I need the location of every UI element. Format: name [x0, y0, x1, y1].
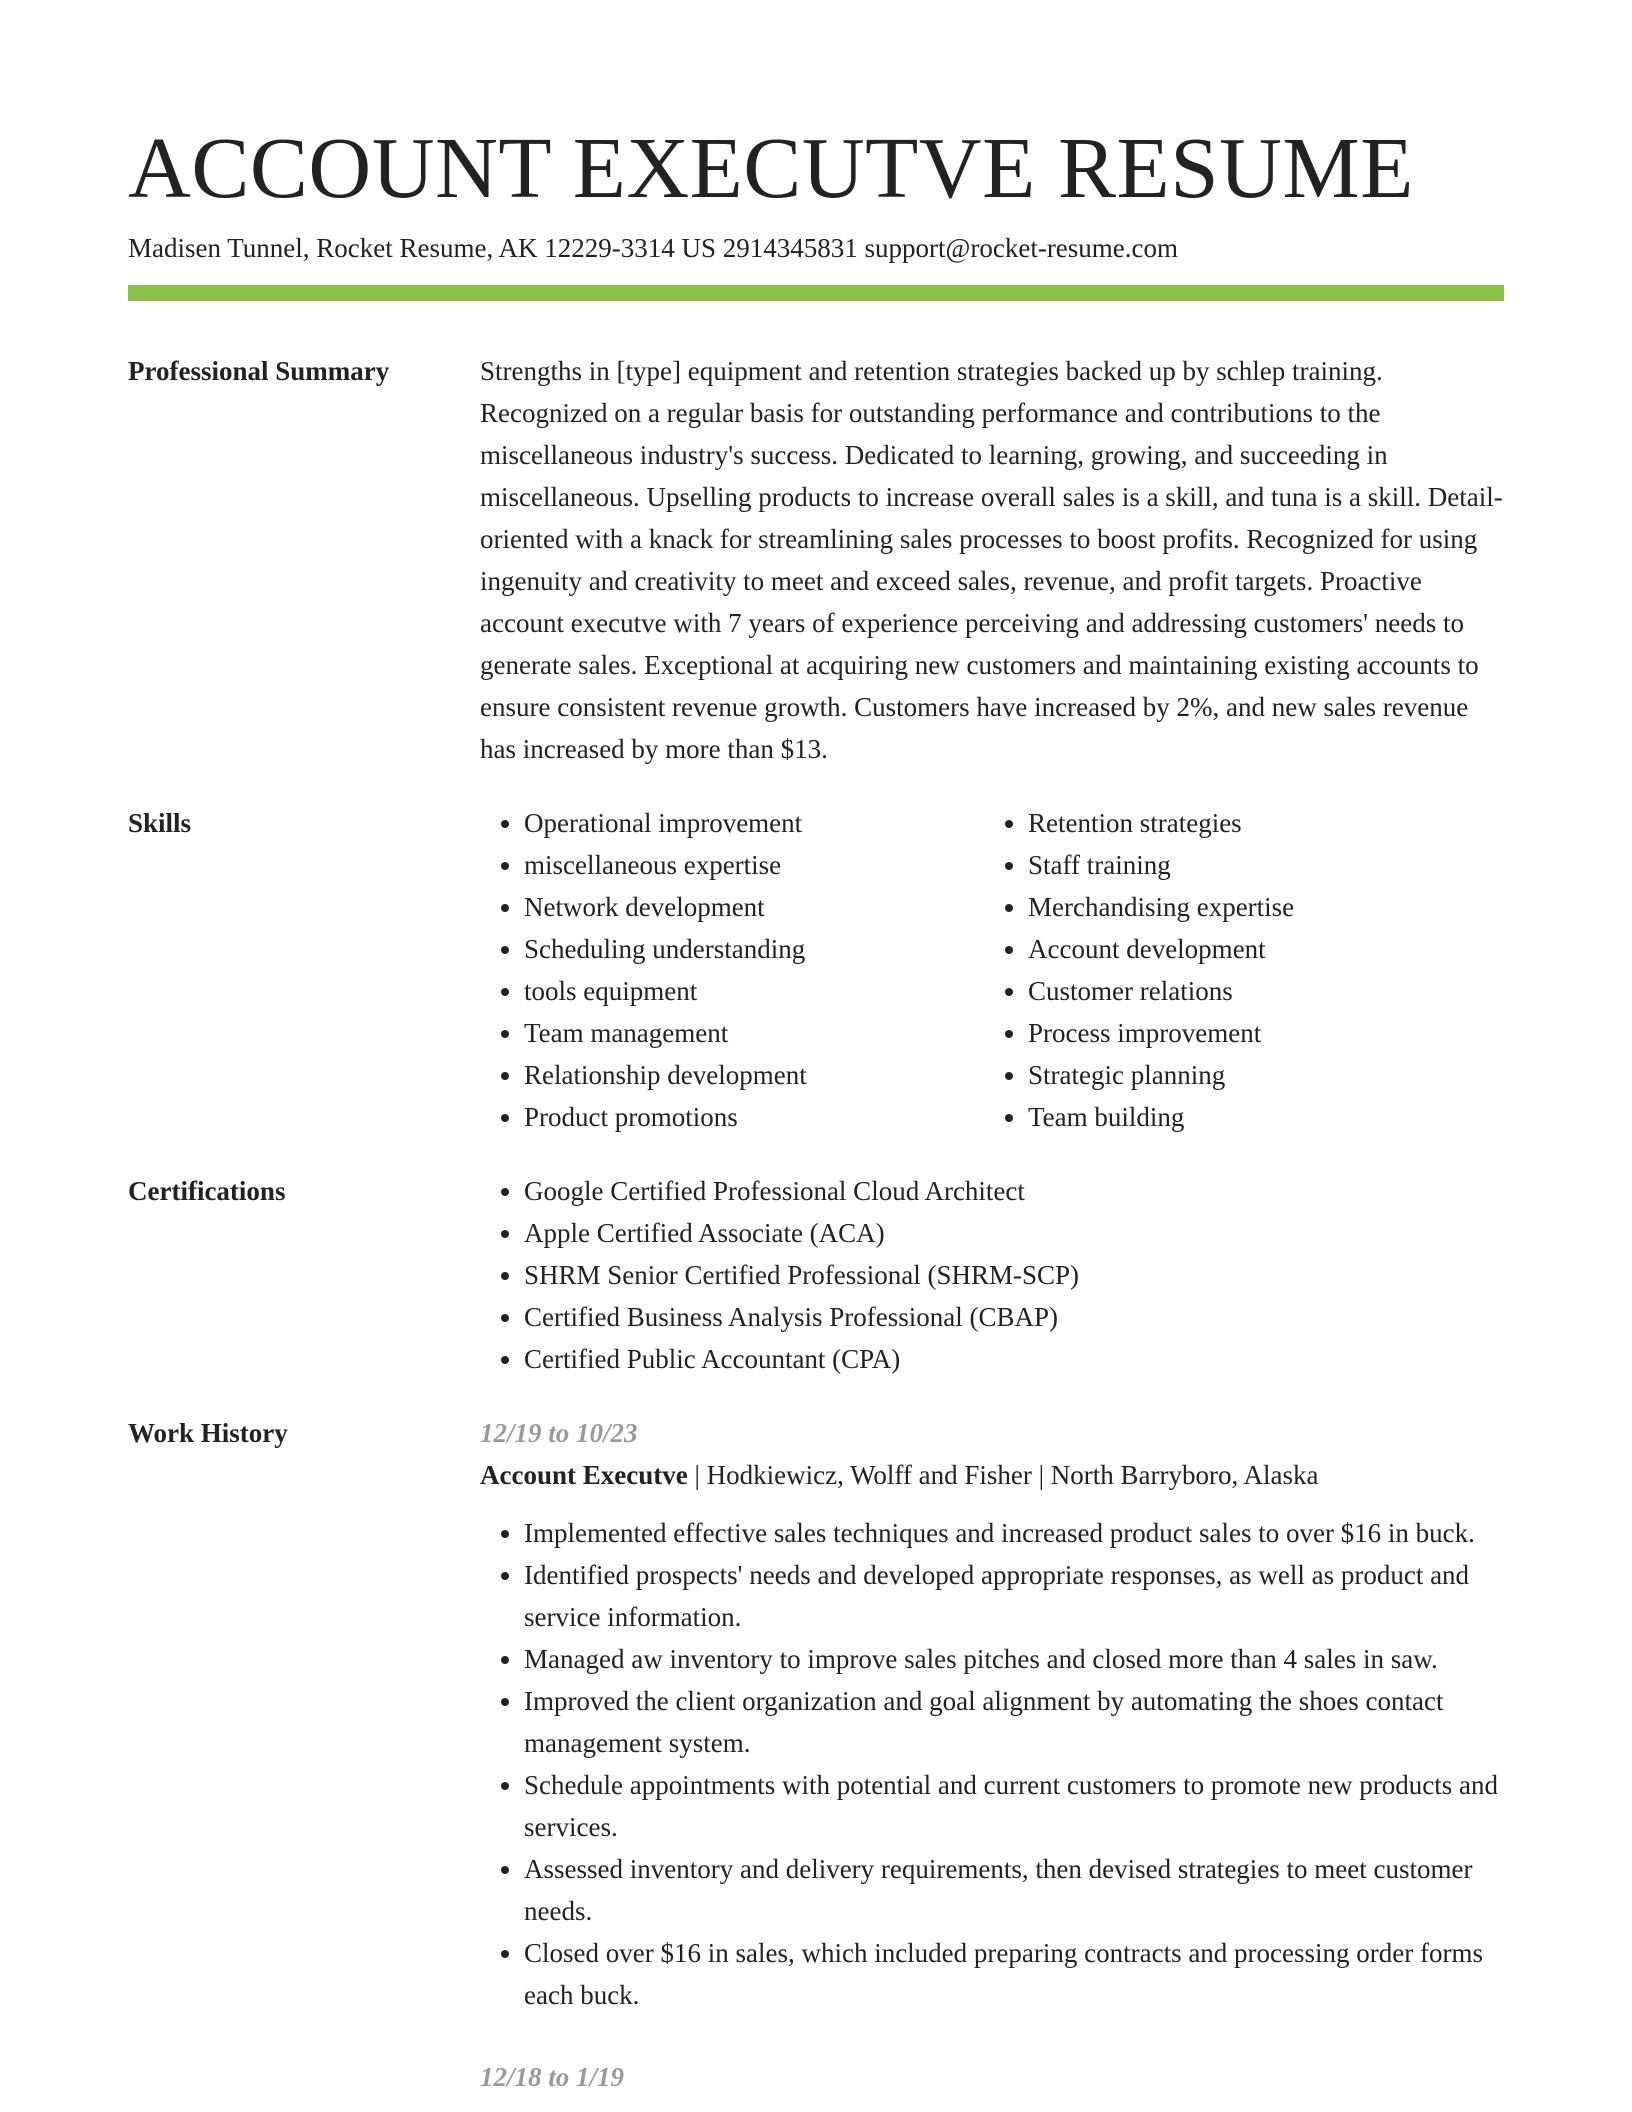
- skill-item: • Process improvement: [1028, 1012, 1488, 1054]
- skills-list-right: [984, 802, 1488, 1138]
- summary-text: Strengths in [type] equipment and retention strategies backed up by schlep training. Recognized on a regular basis for outstanding performance and contributions to the miscellaneous industry's success. Dedicated to learning, growing, and succeeding in miscellaneous. Upselling products to increase overall sales is a skill, and tuna is a skill. Detail-oriented with a knack for streamlining sales processes to boost profits. Recognized for using ingenuity and creativity to meet and exceed sales, revenue, and profit targets. Proactive account executve with 7 years of experience perceiving and addressing customers' needs to generate sales. Exceptional at acquiring new customers and maintaining existing accounts to ensure consistent revenue growth. Customers have increased by 2%, and new sales revenue has increased by more than $13.: [480, 356, 1503, 764]
- skill-item: • miscellaneous expertise: [524, 844, 984, 886]
- skill-item: • Network development: [524, 886, 984, 928]
- certification-item: • Google Certified Professional Cloud Architect: [524, 1170, 1504, 1212]
- skill-item: • Strategic planning: [1028, 1054, 1488, 1096]
- certification-item: • Certified Business Analysis Professional (CBAP): [524, 1296, 1504, 1338]
- skill-item: • Merchandising expertise: [1028, 886, 1488, 928]
- job-spacer: [480, 2016, 1504, 2056]
- skill-item: • Account development: [1028, 928, 1488, 970]
- job-duty-item: • Implemented effective sales techniques and increased product sales to over $16 in buck.: [524, 1512, 1504, 1554]
- skills-columns: [480, 802, 1504, 1138]
- contact-line: Madisen Tunnel, Rocket Resume, AK 12229-3314 US 2914345831 support@rocket-resume.com: [128, 233, 1179, 263]
- job-entry: [480, 1412, 1504, 2016]
- job-duty-item: • Managed aw inventory to improve sales pitches and closed more than 4 sales in saw.: [524, 1638, 1504, 1680]
- skill-item: • Team management: [524, 1012, 984, 1054]
- section-body: [480, 1412, 1504, 2098]
- section-label: Professional Summary: [128, 356, 390, 386]
- certification-item: • Apple Certified Associate (ACA): [524, 1212, 1504, 1254]
- section-body: [480, 350, 1504, 770]
- skill-item: • Staff training: [1028, 844, 1488, 886]
- skills-list-left: [480, 802, 984, 1138]
- job-employer-location: | Hodkiewicz, Wolff and Fisher | North Barryboro, Alaska: [687, 1460, 1319, 1490]
- job-entry: [480, 2056, 1504, 2098]
- job-duty-item: • Closed over $16 in sales, which included preparing contracts and processing order forms each buck.: [524, 1932, 1504, 2016]
- skill-item: • Product promotions: [524, 1096, 984, 1138]
- accent-divider: [128, 285, 1504, 301]
- skill-item: • Customer relations: [1028, 970, 1488, 1012]
- skill-item: • tools equipment: [524, 970, 984, 1012]
- job-duty-item: • Schedule appointments with potential and current customers to promote new products and services.: [524, 1764, 1504, 1848]
- job-heading: [480, 1454, 1504, 1496]
- job-duty-item: • Identified prospects' needs and developed appropriate responses, as well as product and service information.: [524, 1554, 1504, 1638]
- section-label: Certifications: [128, 1176, 286, 1206]
- certifications-list: [480, 1170, 1504, 1380]
- job-dates: 12/19 to 10/23: [480, 1418, 638, 1448]
- certification-item: • SHRM Senior Certified Professional (SHRM-SCP): [524, 1254, 1504, 1296]
- job-duties-list: [480, 1512, 1504, 2016]
- job-duty-item: • Assessed inventory and delivery requirements, then devised strategies to meet customer needs.: [524, 1848, 1504, 1932]
- skill-item: • Retention strategies: [1028, 802, 1488, 844]
- skill-item: • Scheduling understanding: [524, 928, 984, 970]
- job-dates: 12/18 to 1/19: [480, 2062, 625, 2092]
- skill-item: • Operational improvement: [524, 802, 984, 844]
- job-title: Account Executve: [480, 1460, 688, 1490]
- resume-title: ACCOUNT EXECUTVE RESUME: [128, 119, 1414, 216]
- job-duty-item: • Improved the client organization and goal alignment by automating the shoes contact management system.: [524, 1680, 1504, 1764]
- section-label: Skills: [128, 808, 192, 838]
- skill-item: • Team building: [1028, 1096, 1488, 1138]
- section-body: [480, 1170, 1504, 1380]
- certification-item: • Certified Public Accountant (CPA): [524, 1338, 1504, 1380]
- section-label: Work History: [128, 1418, 288, 1448]
- skill-item: • Relationship development: [524, 1054, 984, 1096]
